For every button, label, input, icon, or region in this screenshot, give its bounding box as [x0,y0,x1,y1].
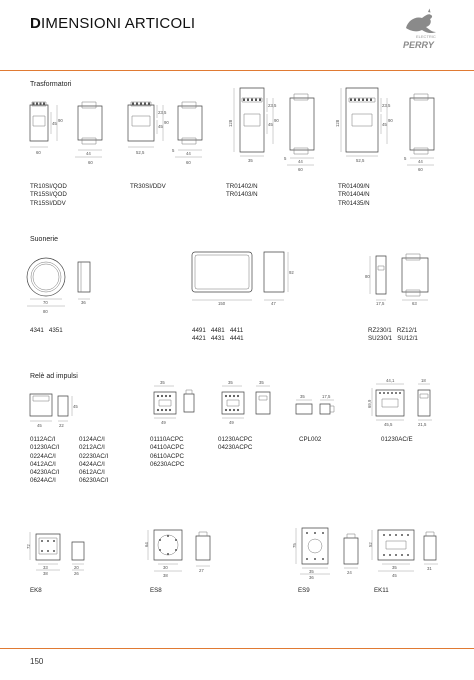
drawing-relay-modular [28,392,88,432]
svg-text:35: 35 [259,380,264,385]
svg-text:35: 35 [248,158,253,163]
drawing-socket-ek8 [28,528,96,576]
svg-text:69,9: 69,9 [367,399,372,408]
section-title-bells: Suonerie [30,236,59,243]
svg-text:23,5: 23,5 [158,110,167,115]
svg-text:44: 44 [186,151,191,156]
drawing-socket-es8 [146,524,226,580]
svg-text:38: 38 [163,573,168,578]
codes-bells-3: RZ230/1 RZ12/1 SU230/1 SU12/1 [368,327,418,343]
svg-text:5: 5 [284,156,287,161]
svg-text:33: 33 [43,565,48,570]
drawing-tr-small [30,100,120,170]
svg-text:18: 18 [421,378,426,383]
drawing-bell-round [26,250,106,316]
svg-text:35: 35 [300,394,305,399]
drawing-tr014-wide [335,84,448,172]
drawing-socket-es9 [292,520,372,580]
codes-socket-es8: ES8 [150,587,162,594]
svg-text:31: 31 [427,566,432,571]
svg-text:35: 35 [392,565,397,570]
drawing-relay-acpc [148,380,214,430]
svg-text:23,5: 23,5 [382,103,391,108]
svg-text:80: 80 [365,274,370,279]
codes-bells-2: 4491 4481 4411 4421 4431 4441 [192,327,244,343]
svg-text:44: 44 [418,159,423,164]
svg-text:128: 128 [228,119,233,127]
codes-relays-6: 01230AC/E [381,436,413,443]
drawing-bell-box [188,248,308,314]
header-rule [0,70,474,71]
svg-text:49: 49 [161,420,166,425]
svg-text:17,5: 17,5 [322,394,331,399]
svg-text:5: 5 [172,148,175,153]
svg-text:44,1: 44,1 [386,378,395,383]
svg-text:45: 45 [382,122,387,127]
svg-text:44: 44 [298,159,303,164]
drawing-relay-cpl [290,394,346,428]
codes-transformers-3: TR01402/N TR01403/N [226,183,258,199]
svg-text:90: 90 [58,118,63,123]
svg-text:36: 36 [309,575,314,580]
svg-text:75: 75 [292,543,297,548]
svg-text:60: 60 [186,160,191,165]
svg-text:80: 80 [43,309,48,314]
svg-text:128: 128 [335,119,340,127]
svg-text:20: 20 [74,565,79,570]
codes-socket-ek11: EK11 [374,587,389,594]
drawing-bell-din [364,250,444,316]
page-title: DIMENSIONI ARTICOLI [30,15,196,32]
codes-relays-2: 0124AC/I 0212AC/I 02230AC/I 0424AC/I 0612AC/I 06230AC/I [79,436,109,485]
svg-text:22: 22 [59,423,64,428]
section-title-relays: Relè ad impulsi [30,373,78,380]
svg-text:45: 45 [52,121,57,126]
svg-text:45,5: 45,5 [384,422,393,427]
svg-text:35: 35 [160,380,165,385]
svg-text:45: 45 [268,122,273,127]
svg-text:45: 45 [158,124,163,129]
page-number: 150 [30,657,44,666]
svg-text:63: 63 [412,301,417,306]
svg-text:49: 49 [229,420,234,425]
codes-bells-1: 4341 4351 [30,327,63,334]
svg-text:21,5: 21,5 [418,422,427,427]
codes-socket-es9: ES9 [298,587,310,594]
drawing-tr30 [128,100,218,170]
brand-logo [392,8,444,50]
codes-relays-1: 0112AC/I 01230AC/I 0224AC/I 0412AC/I 04230AC/I 0624AC/I [30,436,60,485]
codes-transformers-4: TR01409/N TR01404/N TR01435/N [338,183,370,207]
svg-text:45: 45 [392,573,397,578]
svg-text:90: 90 [388,118,393,123]
section-title-transformers: Trasformatori [30,81,72,88]
codes-transformers-2: TR30SI/DDV [130,183,166,190]
logo-brand-text: PERRY [403,40,434,50]
codes-socket-ek8: EK8 [30,587,42,594]
svg-text:30: 30 [163,565,168,570]
codes-transformers-1: TR10SI/QOD TR15SI/QOD TR15SI/DDV [30,183,67,207]
svg-text:35: 35 [309,569,314,574]
svg-text:45: 45 [73,404,78,409]
svg-text:150: 150 [218,301,226,306]
svg-text:38: 38 [43,571,48,576]
svg-text:47: 47 [271,301,276,306]
svg-text:36: 36 [81,300,86,305]
svg-text:52: 52 [368,542,373,547]
codes-relays-4: 01230ACPC 04230ACPC [218,436,253,452]
svg-text:5: 5 [404,156,407,161]
svg-text:44: 44 [86,151,91,156]
svg-text:45: 45 [37,423,42,428]
svg-text:64: 64 [144,542,149,547]
drawing-socket-ek11 [368,520,452,580]
codes-relays-5: CPL002 [299,436,322,443]
svg-text:60: 60 [88,160,93,165]
svg-text:27: 27 [199,568,204,573]
svg-text:24: 24 [347,570,352,575]
svg-text:92: 92 [289,270,294,275]
svg-text:26: 26 [74,571,79,576]
logo-small-text: ELECTRIC [416,34,436,39]
codes-relays-3: 01110ACPC 04110ACPC 06110ACPC 06230ACPC [150,436,185,468]
svg-text:60: 60 [36,150,41,155]
footer-rule [0,648,474,649]
svg-text:17,5: 17,5 [376,301,385,306]
svg-text:35: 35 [228,380,233,385]
svg-text:23,5: 23,5 [268,103,277,108]
drawing-tr014-narrow [228,84,328,172]
svg-text:90: 90 [164,120,169,125]
drawing-relay-electronic [360,380,450,430]
svg-text:70: 70 [43,300,48,305]
drawing-relay-acpc-230 [216,380,286,430]
svg-text:72: 72 [26,544,31,549]
svg-text:60: 60 [418,167,423,172]
svg-text:52,5: 52,5 [136,150,145,155]
svg-text:60: 60 [298,167,303,172]
svg-text:90: 90 [274,118,279,123]
svg-text:52,5: 52,5 [356,158,365,163]
